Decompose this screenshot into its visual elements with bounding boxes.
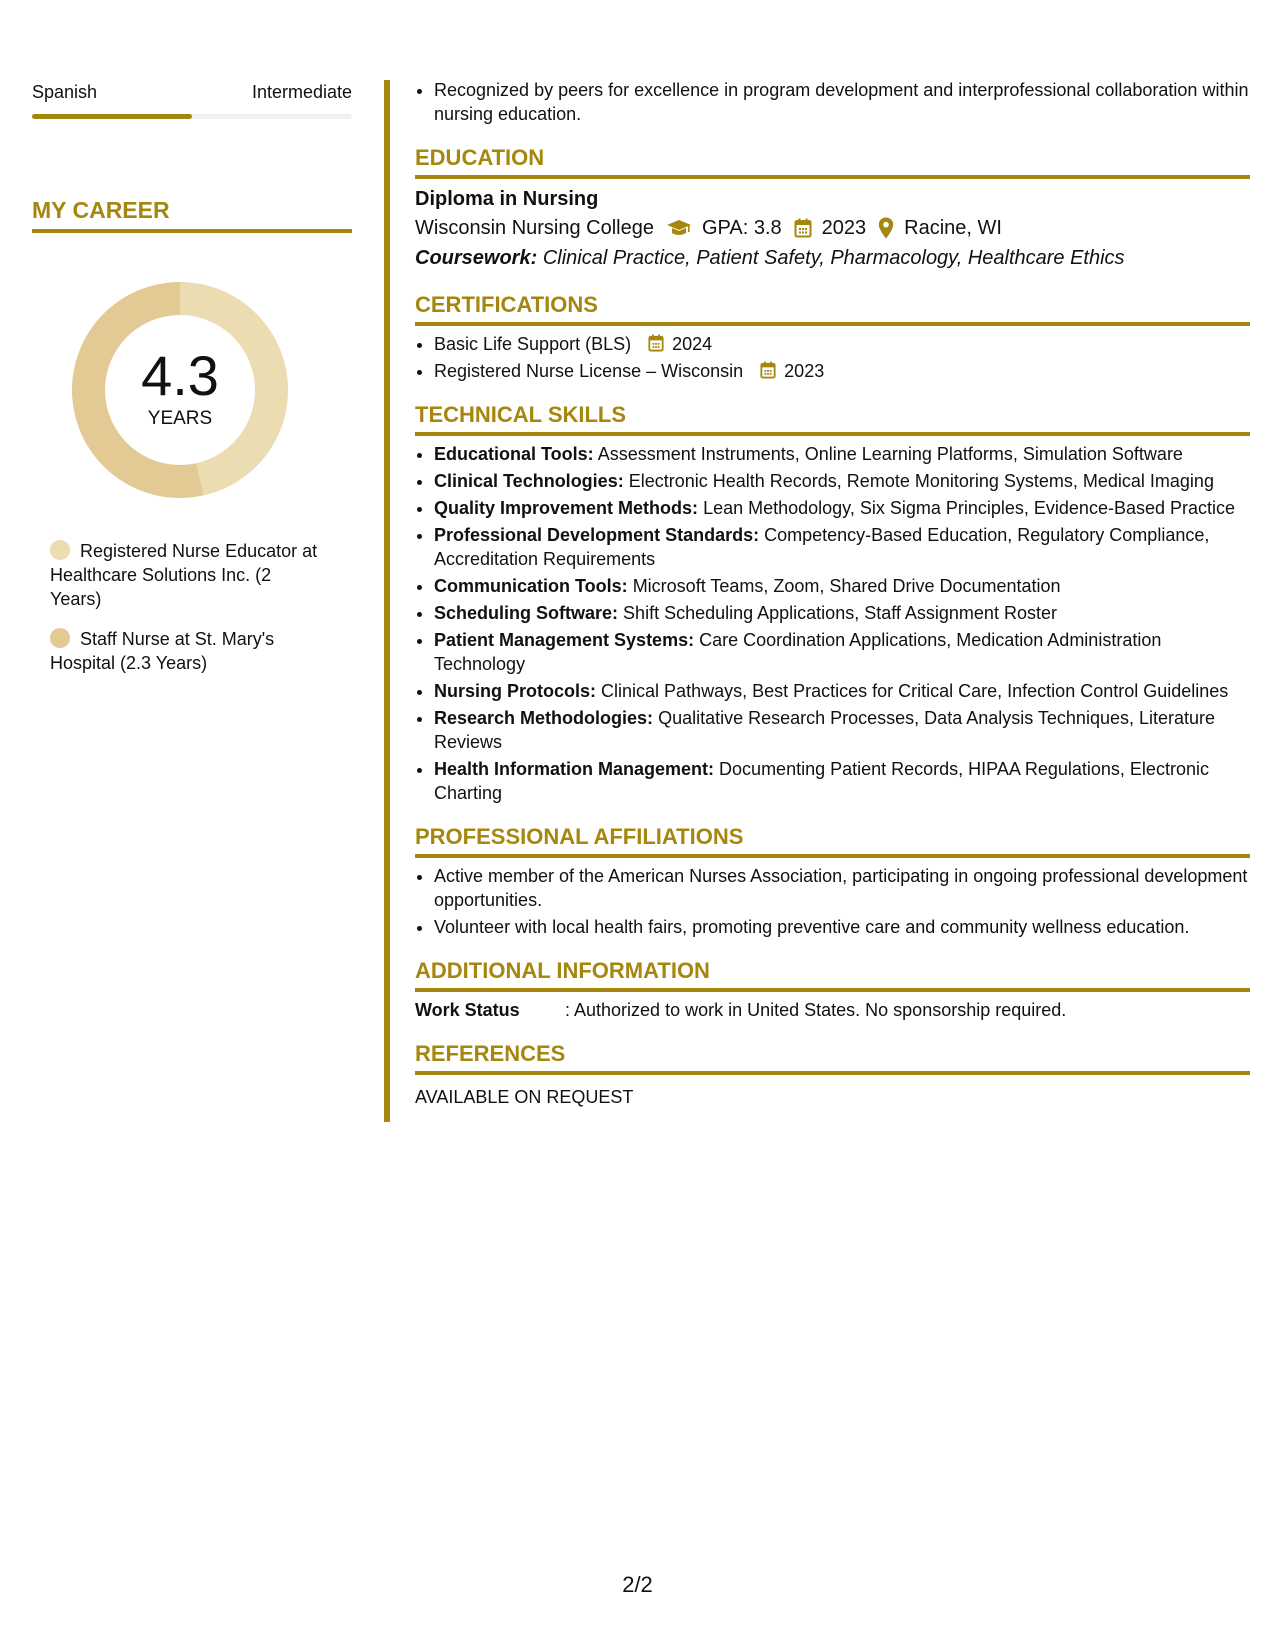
work-status-label: Work Status [415, 1000, 520, 1020]
skill-value: Clinical Pathways, Best Practices for Critical Care, Infection Control Guidelines [601, 681, 1229, 701]
skill-value: Competency-Based Education, Regulatory Compliance, Accreditation Requirements [434, 525, 1210, 569]
language-proficiency-bar [32, 114, 352, 119]
certifications-list [415, 332, 1250, 383]
skill-item [434, 442, 1250, 466]
additional-section [415, 957, 1250, 1022]
language-row [32, 80, 352, 104]
right-column [415, 78, 1250, 1109]
career-donut-chart [65, 275, 295, 505]
references-title: REFERENCES [415, 1040, 1250, 1075]
career-total-unit: YEARS [147, 408, 213, 429]
skills-title: TECHNICAL SKILLS [415, 401, 1250, 436]
legend-item [50, 539, 320, 611]
skill-item [434, 628, 1250, 676]
work-status-value: : Authorized to work in United States. No sponsorship required. [565, 1000, 1067, 1020]
skill-value: Microsoft Teams, Zoom, Shared Drive Documentation [632, 576, 1061, 596]
career-legend [32, 539, 352, 675]
page-number: 2/2 [622, 1572, 653, 1597]
skill-value: Shift Scheduling Applications, Staff Assignment Roster [623, 603, 1057, 623]
certification-item [434, 359, 1250, 383]
affiliations-list [415, 864, 1250, 939]
graduation-year: 2023 [821, 217, 867, 239]
skill-value: Electronic Health Records, Remote Monitoring Systems, Medical Imaging [628, 471, 1214, 491]
skill-item [434, 523, 1250, 571]
certifications-section [415, 291, 1250, 383]
affiliations-section [415, 823, 1250, 939]
affiliation-item: • Volunteer with local health fairs, promoting preventive care and community wellness education. [434, 915, 1250, 939]
school-name: Wisconsin Nursing College [415, 217, 654, 239]
skill-label: Clinical Technologies: [434, 471, 624, 491]
skill-label: Quality Improvement Methods: [434, 498, 699, 518]
skills-section [415, 401, 1250, 805]
legend-label: Registered Nurse Educator at Healthcare Solutions Inc. (2 Years) [50, 541, 318, 609]
skill-item [434, 757, 1250, 805]
skill-label: Communication Tools: [434, 576, 628, 596]
skill-label: Research Methodologies: [434, 708, 654, 728]
coursework [415, 243, 1250, 273]
column-divider [384, 80, 390, 1122]
skill-value: Qualitative Research Processes, Data Analysis Techniques, Literature Reviews [434, 708, 1216, 752]
skill-item [434, 496, 1250, 520]
certification-year: 2023 [784, 361, 825, 381]
career-heading: MY CAREER [32, 197, 352, 233]
legend-dot [50, 540, 70, 560]
skills-list [415, 442, 1250, 805]
affiliations-title: PROFESSIONAL AFFILIATIONS [415, 823, 1250, 858]
skill-value: Documenting Patient Records, HIPAA Regulations, Electronic Charting [434, 759, 1209, 803]
education-details [415, 213, 1250, 243]
school-location: Racine, WI [904, 217, 1002, 239]
coursework-list: Clinical Practice, Patient Safety, Pharmacology, Healthcare Ethics [542, 247, 1125, 269]
left-column [32, 80, 352, 691]
language-proficiency-fill [32, 114, 192, 119]
skill-label: Scheduling Software: [434, 603, 619, 623]
calendar-icon [794, 218, 812, 238]
coursework-label: Coursework: [415, 247, 538, 269]
affiliation-item: • Active member of the American Nurses Association, participating in ongoing professional development opportunities. [434, 864, 1250, 912]
skill-value: Care Coordination Applications, Medication Administration Technology [434, 630, 1162, 674]
work-status-row [415, 998, 1250, 1022]
language-item [32, 80, 352, 119]
skill-item [434, 469, 1250, 493]
certification-item [434, 332, 1250, 356]
education-section [415, 144, 1250, 273]
certification-year: 2024 [672, 334, 713, 354]
experience-bullet: • Recognized by peers for excellence in program development and interprofessional collaboration within nursing education. [434, 78, 1250, 126]
education-title: EDUCATION [415, 144, 1250, 179]
skill-label: Nursing Protocols: [434, 681, 597, 701]
legend-item [50, 627, 320, 675]
gpa: GPA: 3.8 [701, 217, 782, 239]
skill-value: Lean Methodology, Six Sigma Principles, Evidence-Based Practice [703, 498, 1236, 518]
additional-title: ADDITIONAL INFORMATION [415, 957, 1250, 992]
skill-item [434, 601, 1250, 625]
skill-label: Patient Management Systems: [434, 630, 695, 650]
skill-item [434, 706, 1250, 754]
certification-name: Basic Life Support (BLS) [434, 334, 632, 354]
skill-label: Educational Tools: [434, 444, 594, 464]
degree-name: Diploma in Nursing [415, 188, 599, 210]
map-pin-icon [878, 217, 894, 239]
calendar-icon [760, 361, 776, 379]
skill-item [434, 679, 1250, 703]
language-name: Spanish [32, 82, 98, 102]
donut-center [65, 344, 295, 431]
certifications-title: CERTIFICATIONS [415, 291, 1250, 326]
skill-value: Assessment Instruments, Online Learning Platforms, Simulation Software [597, 444, 1183, 464]
skill-label: Health Information Management: [434, 759, 715, 779]
career-total-value: 4.3 [141, 344, 219, 407]
skill-label: Professional Development Standards: [434, 525, 760, 545]
language-level: Intermediate [251, 82, 352, 102]
references-section [415, 1040, 1250, 1109]
legend-label: Staff Nurse at St. Mary's Hospital (2.3 Years) [50, 629, 275, 673]
legend-dot [50, 628, 70, 648]
skill-item [434, 574, 1250, 598]
calendar-icon [648, 334, 664, 352]
certification-name: Registered Nurse License – Wisconsin [434, 361, 744, 381]
graduation-cap-icon [666, 218, 692, 238]
references-text: AVAILABLE ON REQUEST [415, 1087, 634, 1107]
experience-tail-list [415, 78, 1250, 126]
